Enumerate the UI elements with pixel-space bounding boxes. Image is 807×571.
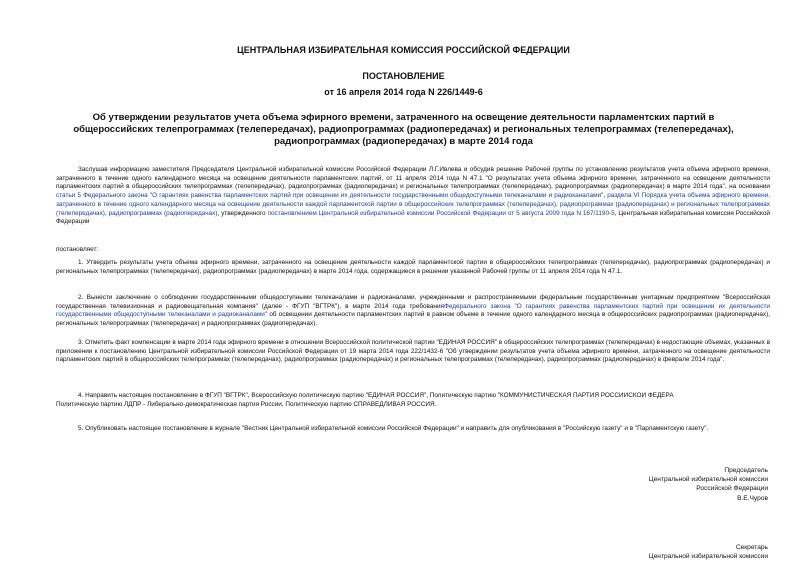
resolution-item-2 [56, 294, 770, 329]
federal-law-link[interactable]: Федерального закона "О гарантиях равенства парламентских партий при освещении их деятельности государственными общедоступными телеканалами и радиоканалами" [56, 302, 770, 319]
preamble-text-2: , [603, 192, 608, 200]
document-date-number: от 16 апреля 2014 года N 226/1449-6 [324, 87, 483, 97]
secretary-role: Секретарь [735, 544, 768, 551]
document-type: ПОСТАНОВЛЕНИЕ [362, 71, 445, 81]
secretary-org-line-1: Центральной избирательной комиссии [648, 553, 768, 561]
document-title: Об утверждении результатов учета объема эфирного времени, затраченного на освещение деятельности парламентских партий в общероссийских телепрограммах (телепередачах), радиопрограммах (радиопередачах) и региональных телепрограммах (телепередачах), радиопрограммах (радиопередачах) в марте 2014 года [73, 112, 734, 147]
preamble-text-1: Заслушав информацию заместителя Председателя Центральной избирательной комиссии Российской Федерации Л.Г.Ивлева и обсудив решение Рабочей группы по установлению результатов учета объема эфирного времени, затраченного в течение одного календарного месяца на освещение деятельности парламентских партий, от 11 апреля 2014 года N 47.1 "О результатах учета объема эфирного времени, затраченного на освещение деятельности парламентских партий в общероссийских телепрограммах (телепередачах), радиопрограммах (радиопередачах) и региональных телепрограммах (телепередачах), радиопрограммах (радиопередачах) в марте 2014 года", на основании [56, 166, 770, 191]
secretary-signature-block [560, 543, 768, 561]
chairman-org-line-1: Центральной избирательной комиссии [648, 476, 768, 484]
preamble-paragraph [56, 166, 770, 227]
law-article-5-link[interactable]: статьи 5 Федерального закона "О гарантиях равенства парламентских партий при освещении их деятельности государственными общедоступными телеканалами и радиоканалами" [56, 192, 604, 200]
chairman-org-line-2: Российской Федерации [696, 485, 768, 493]
item-2-text-1: 2. Вынести заключение о соблюдении государственными общедоступными телеканалами и радиоканалами, учрежденными и распространяемыми федеральным государственным унитарным предприятием "Всероссийская государственная телевизионная и радиовещательная компания" (далее - ФГУП "ВГТРК"), в марте 2014 года требования [56, 294, 770, 310]
item-2-text-2: об освещении деятельности парламентских партий в равном объеме в течение одного календарного месяца в общероссийских радиопрограммах (радиопередачах), региональных телепрограммах (телепередачах) и радиопрограммах (радиопередачах). [56, 311, 770, 328]
resolution-item-3: 3. Отметить факт компенсации в марте 2014 года эфирного времени в отношении Всероссийской политической партии "ЕДИНАЯ РОССИЯ" в общероссийских телепрограммах (телепередачах) в недостающие объемах, указанных в приложении к постановлению Центральной избирательной комиссии Российской Федерации от 19 марта 2014 года 222/1432-6 "Об утверждении результатов учета объема эфирного времени, затраченного на освещение деятельности парламентских партий в общероссийских телепрограммах (телепередачах), радиопрограммах (радиопередачах) и региональных телепрограммах (телепередачах), радиопрограммах (радиопередачах) в феврале 2014 года". [56, 339, 770, 364]
procedure-section-6-link[interactable]: раздела VI Порядка учета объема эфирного времени, затраченного в течение одного календарного месяца на освещение деятельности каждой парламентской партии в общероссийских телепрограммах (телепередачах), радиопрограммах (радиопередачах) и региональных телепрограммах (телепередачах), радиопрограммах (радиопередачах) [56, 192, 770, 217]
item-4-line-1: 4. Направить настоящее постановление в ФГУП "ВГТРК", Всероссийскую политическую партию "ЕДИНАЯ РОССИЯ", Политическую партию "КОММУНИСТИЧЕСКАЯ ПАРТИЯ РОССИЙСКОЙ ФЕДЕРА [78, 392, 674, 399]
cec-resolution-link[interactable]: постановлением Центральной избирательной комиссии Российской Федерации от 5 августа 2009 года N 167/1190-5 [267, 209, 615, 217]
chairman-role: Председатель [724, 467, 768, 474]
resolution-item-5: 5. Опубликовать настоящее постановление в журнале "Вестник Центральной избирательной комиссии Российской Федерации" и направить для опубликования в "Российскую газету" и в "Парламентскую газету". [78, 425, 709, 432]
preamble-text-3: , утвержденного [217, 209, 268, 217]
organization-heading: ЦЕНТРАЛЬНАЯ ИЗБИРАТЕЛЬНАЯ КОМИССИЯ РОССИЙСКОЙ ФЕДЕРАЦИИ [237, 45, 570, 55]
resolution-item-4 [56, 392, 770, 409]
preamble-text-4: , Центральная избирательная комиссия Российской Федерации [56, 209, 771, 226]
resolves-label: постановляет: [56, 246, 99, 253]
item-4-line-2: Политическую партию ЛДПР - Либерально-демократическая партия России, Политическую партию СПРАВЕДЛИВАЯ РОССИЯ. [56, 400, 437, 408]
chairman-signature-block [560, 466, 768, 503]
chairman-name: В.Е.Чуров [737, 494, 768, 502]
resolution-item-1: 1. Утвердить результаты учета объема эфирного времени, затраченного на освещение деятельности каждой парламентской партии в общероссийских телепрограммах (телепередачах), радиопрограммах (радиопередачах) и региональных телепрограммах (телепередачах), радиопрограммах (радиопередачах) в марте 2014 года, содержащиеся в решении указанной Рабочей группы от 11 апреля 2014 года N 47.1. [56, 259, 770, 275]
